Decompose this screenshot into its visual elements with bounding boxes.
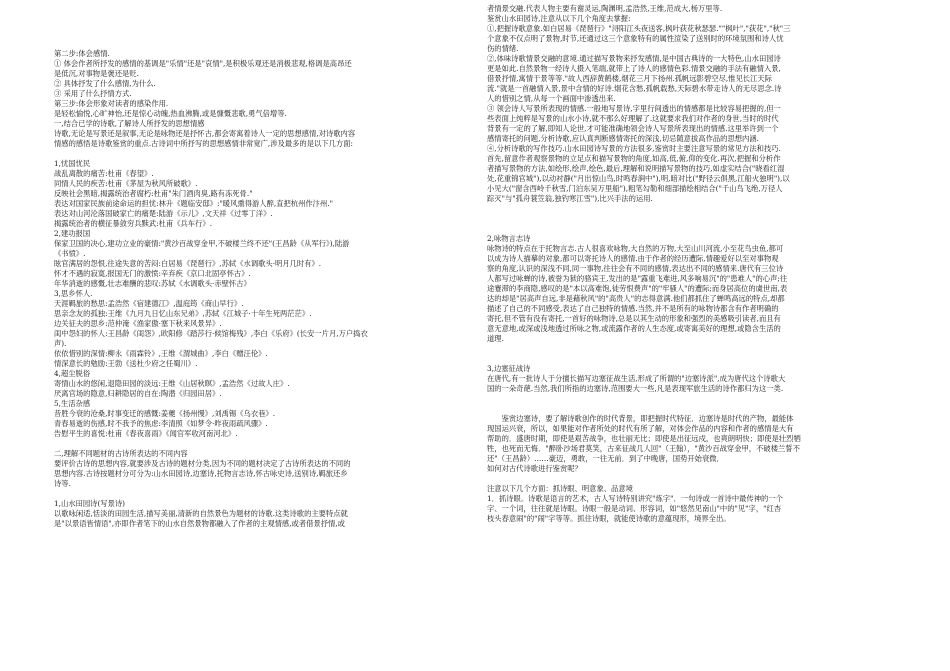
- text-line: 1．抓诗眼。诗歌是语言的艺术，古人写诗特别讲究"炼字"．一句诗或一首诗中最传神的一个: [487, 494, 783, 503]
- text-line: 青春易逝的伤感,时不我予的焦虑:李清照《如梦令·昨夜雨疏风骤》.: [54, 419, 268, 428]
- text-line: 厌离官场的隐意,归耕隐居的自在:陶潜《归园田居》.: [54, 389, 222, 398]
- text-line: 牲，也死而无悔．"醉卧沙场君莫笑，古来征战几人回"（王翰），"黄沙百战穿金甲，不破楼兰誓不: [487, 444, 800, 453]
- text-line: [487, 354, 907, 364]
- text-line: 踪灭"与"孤舟蓑笠翁,独钓寒江雪"),比兴手法的运用.: [487, 194, 653, 203]
- text-line: 第三步:体会形象对读者的感染作用.: [54, 99, 169, 108]
- text-line: 表达对国家民族前途命运的担忧:林升《题临安邸》:"暖风熏得游人醉,直把杭州作汴州.": [54, 199, 333, 208]
- left-text-column: [54, 0, 464, 529]
- text-line: ①,把握诗歌意象.如白居易《琵琶行》"浔阳江头夜送客,枫叶荻花秋瑟瑟.""枫叶","荻花","秋"三: [487, 24, 791, 33]
- text-line: 是低沉,对事物是褒还是贬.: [54, 69, 139, 78]
- text-line: 寄情山水的悠闲,退隐田园的淡远:王维《山居秋暝》,孟浩然《过故人庄》.: [54, 379, 290, 388]
- text-line: 人都写过咏蝉的诗,被誉为狱的骆宾王,发出的是"露重飞难进,风多响易沉"的"患难人"的心声;往: [487, 274, 788, 283]
- text-line: 反映社会黑暗,揭露统治者腐朽:杜甫"朱门酒肉臭,路有冻死骨.": [54, 189, 253, 198]
- text-line: 第二步:体会感情.: [54, 49, 110, 58]
- text-line: 告慰平生的喜悦:杜甫《春夜喜雨》《闻官军收河南河北》.: [54, 429, 238, 438]
- text-line: 1,山水田园诗(写景诗): [54, 499, 126, 508]
- text-line: 枝头春意闹"的"闹"字等等。抓住诗眼，就能使诗歌的意蕴现形，境界全出。: [487, 514, 731, 523]
- text-line: 是轻松愉悦,心旷神怡,还是惊心动魄,热血沸腾,或是慷慨悲歌,勇气倍增等.: [54, 109, 287, 118]
- text-line: 2,咏物言志诗: [487, 234, 531, 243]
- text-line: 意无意地,或深或浅地透过所咏之物,或流露作者的人生态度,或寄寓美好的理想,或隐含生活的: [487, 324, 781, 333]
- text-line: 以歌咏闲适,恬淡的田园生活,描写美丽,清新的自然景色为题材的诗歌.这类诗歌的主要特点就: [54, 509, 348, 518]
- text-line: 鉴赏山水田园诗,注意从以下几个角度去掌握:: [487, 14, 631, 23]
- text-line: ④,分析诗歌的写作技巧.山水田园诗写景的方法很多,鉴赏时主要注意写景的常见方法和技巧.: [487, 144, 781, 153]
- text-line: [54, 149, 464, 159]
- text-line: 在唐代,有一批诗人于分擅长描写边塞征战生活,形成了所谓的"边塞诗派",成为唐代这个诗歌大: [487, 374, 786, 383]
- text-line: [487, 394, 907, 404]
- text-line: ③ 采用了什么抒情方式.: [54, 89, 132, 98]
- text-line: 思亲念友的孤独:王维《九月九日忆山东兄弟》,苏轼《江城子·十年生死两茫茫》.: [54, 309, 312, 318]
- text-line: 注意以下几个方面：抓诗眼、明意象、品意境: [487, 484, 633, 493]
- text-line: 感情寄托的问题,分析诗歌,应认真判断感情寄托的深浅,切忌随意拔高作品的思想内涵.: [487, 134, 759, 143]
- text-line: 鉴赏边塞诗，要了解诗歌创作的时代背景，即把握时代特征．边塞诗是时代的产物，最能体: [487, 414, 794, 423]
- text-line: 是"以景语皆情语",亦即作者笔下的山水自然景物都融入了作者的主观情感,或者借景抒情,或: [54, 519, 345, 528]
- text-line: 描述了自己的不同感受,表达了自己独特的情感.当然,并不是所有的咏物诗都含有作者明确的: [487, 304, 779, 313]
- text-line: 察的角度,认识的深浅不同,同一事物,往往会有不同的感情,表达出不同的感情来.唐代有三位诗: [487, 264, 784, 273]
- text-line: 揭露统治者的横征暴敛穷兵黩武:杜甫《兵车行》.: [54, 219, 213, 228]
- text-line: 声).: [54, 339, 67, 348]
- text-line: [487, 344, 907, 354]
- text-line: [487, 404, 907, 414]
- text-line: 边关征夫的思乡:范仲淹《渔家傲·塞下秋来风景异》.: [54, 319, 222, 328]
- text-line: 流."就是一首融情入景,景中含情的好诗.烟花含愁,孤帆载愁,天际碧水带走诗人的无尽思念.诗: [487, 84, 782, 93]
- text-line: 背景有一定的了解,即知人论世,才可能准确地领会诗人写景所表现出的情感.这里举许到一个: [487, 124, 779, 133]
- text-line: 以成为诗人描摹的对象,都可以寄托诗人的感情.由于作者的经历遭际,情趣爱好以至对事物观: [487, 254, 779, 263]
- text-line: [487, 224, 907, 234]
- text-line: 借景抒情,寓情于景等等."故人西辞黄鹤楼,烟花三月下扬州.孤帆远影碧空尽,惟见长江天际: [487, 74, 772, 83]
- text-line: [487, 214, 907, 224]
- text-line: 4,超尘脱俗: [54, 369, 91, 378]
- text-line: 情深意长的勉励:王勃《送杜少府之任蜀川》.: [54, 359, 198, 368]
- text-line: 处,花重锦官城"),以动衬静("月出惊山鸟,时鸣春涧中"),明,暗对比("野径云俱黑,江船火独明"),以: [487, 174, 790, 183]
- text-line: 《书愤》.: [54, 249, 86, 258]
- text-line: 要评价古诗的思想内容,就要涉及古诗的题材分类,因为不同的题材决定了古诗所表达的不同的: [54, 459, 351, 468]
- text-line: 诗歌,无论是写景还是叙事,无论是咏物还是抒怀古,都会寄寓着诗人一定的思想感情,对诗歌内容: [54, 129, 356, 138]
- text-line: 途蹇滞的李商隐,感叹的是"本以高难饱,徒劳恨费声"的"牢骚人"的遭际;而身居高位的虞世南,表: [487, 284, 788, 293]
- text-line: 保家卫国的决心,建功立业的豪情:"黄沙百战穿金甲,不破楼兰终不还"(王昌龄《从军行》),陆游: [54, 239, 350, 248]
- text-line: [487, 474, 907, 484]
- text-line: 更是如此.自然景物一经诗人摄入笔端,就带上了诗人的感情色彩.情景交融的手法有融情入景,: [487, 64, 781, 73]
- text-line: [54, 489, 464, 499]
- text-line: 字、一个词，往往就是诗眼。诗眼一般是动词、形容词，如"悠然见南山"中的"见"字，"红杏: [487, 504, 782, 513]
- text-line: 现国运兴衰，所以，如果能对作者所处的时代有所了解，对体会作品的内容和作者的感情是大有: [487, 424, 794, 433]
- text-line: ③ 领会诗人写景所表现的情感.一般地写景诗,字里行间透出的情感都是比较容易把握的,但一: [487, 104, 781, 113]
- text-line: 首先,留意作者观察景物的立足点和描写景物的角度,如高,低,俯,仰的变化.再次,把握和分析作: [487, 154, 781, 163]
- text-line: 小见大("窗含西岭千秋雪,门泊东吴万里船"),粗笔勾勒和细部描绘相结合("千山鸟飞绝,万径人: [487, 184, 783, 193]
- text-line: 3,思乡怀人.: [54, 289, 93, 298]
- text-line: 还"（王昌龄）……豪迈，勇敢，一往无前．到了中晚唐，国势开始衰微．: [487, 454, 724, 463]
- text-line: 昔胜今衰的沧桑,时事变迁的感慨:姜夔《扬州慢》,刘禹锡《乌衣巷》.: [54, 409, 276, 418]
- text-line: 2,建功报国: [54, 229, 91, 238]
- text-line: 闺中怨妇的怀人:王昌龄《闺怨》,欧阳修《踏莎行·候馆梅残》,李白《乐府》(长安一片月,万户捣衣: [54, 329, 368, 338]
- text-line: 情感的感悟是诗歌鉴赏的重点.古诗词中所抒写的思想感情非常宽广,涉及最多的是以下几方面:: [54, 139, 353, 148]
- text-line: 达的却是"居高声自远,非是藉秋风"的"高贵人"的志得意满.他们都抓住了蝉鸣高远的特点,却都: [487, 294, 785, 303]
- text-line: 5,生活杂感: [54, 399, 91, 408]
- text-line: 人的惜别之情,从每一个画面中渗透出来.: [487, 94, 616, 103]
- text-line: 同情人民的疾苦:杜甫《茅屋为秋风所破歌》.: [54, 179, 198, 188]
- text-line: 者情景交融.代表人物主要有谢灵运,陶渊明,孟浩然,王维,范成大,杨万里等.: [487, 4, 723, 13]
- text-line: 年华消逝的感慨,壮志难酬的悲叹:苏轼《水调歌头·赤壁怀古》: [54, 279, 251, 288]
- text-line: 诗等.: [54, 479, 71, 488]
- text-line: 1,忧国忧民: [54, 159, 91, 168]
- text-line: 些表面上纯粹是写景的山水小诗,就不那么好理解了.这就要求我们对作者的身世,当时的时代: [487, 114, 779, 123]
- text-line: 天涯羁旅的愁思:孟浩然《宿建德江》,温庭筠《商山早行》.: [54, 299, 244, 308]
- text-line: [54, 439, 464, 449]
- text-line: 如何对古代诗歌进行鉴赏呢？: [487, 464, 582, 473]
- text-line: 者描写景物的方法,如绘形,绘声,绘色,最后,理解和说明描写景物的技巧,如虚实结合("晓看红湿: [487, 164, 785, 173]
- text-line: 伤的情绪.: [487, 44, 519, 53]
- text-line: ① 体会作者所抒发的感情的基调是"乐情"还是"哀情",是积极乐观还是消极悲观,格调是高昂还: [54, 59, 352, 68]
- text-line: ② 具体抒发了什么感情,为什么.: [54, 79, 156, 88]
- text-line: 战乱离散的痛苦:杜甫《春望》.: [54, 169, 154, 178]
- text-line: 寄托,但不管有没有寄托,一首好的咏物诗,总是以其生动的形象和强烈的美感吸引读者,而且有: [487, 314, 781, 323]
- text-line: 帮助的．盛唐时期，即使是艰苦战争，也壮丽无比；即使是出征远戍，也爽朗明快；即使是壮烈牺: [487, 434, 801, 443]
- text-line: ②,体味诗歌情景交融的意境.通过描写景物来抒发感情,是中国古典诗的一大特色,山水田园诗: [487, 54, 781, 63]
- text-line: [487, 204, 907, 214]
- text-line: 二,理解不同题材的古诗所表达的不同内容: [54, 449, 188, 458]
- text-line: 眩官满居的怨恨,往途失意的苦闷:白居易《琵琶行》,苏轼《水调歌头·明月几时有》.: [54, 259, 322, 268]
- right-text-column: [487, 0, 907, 524]
- text-line: 国的一朵奇葩.当然,我们所指的边塞诗,范围要大一些,凡是表现军旅生活的诗作都归为这一类.: [487, 384, 784, 393]
- text-line: 表达对山河沦落国破家亡的痛楚:陆游《示儿》,文天祥《过零丁洋》.: [54, 209, 273, 218]
- text-line: 道理.: [487, 334, 504, 343]
- text-line: 个意象不仅点明了景物,时节,还通过这三个意象特有的属性渲染了送别时的环境氛围和诗人忧: [487, 34, 784, 43]
- text-line: 3,边塞征战诗: [487, 364, 531, 373]
- text-line: 一,结合已学的诗歌,了解诗人所抒发的思想情感: [54, 119, 205, 128]
- text-line: 思想内容.古诗按题材分可分为:山水田园诗,边塞诗,托物言志诗,怀古咏史诗,送别诗,羁旅还乡: [54, 469, 348, 478]
- text-line: 怀才不遇的寂寞,报国无门的激愤:辛弃疾《京口北固亭怀古》.: [54, 269, 251, 278]
- text-line: 依依惜别的深情:柳永《雨霖铃》,王维《渭城曲》,李白《赠汪伦》.: [54, 349, 268, 358]
- text-line: 咏物诗的特点在于托物言志.古人很喜欢咏物,大自然的万物,大至山川河流,小至花鸟虫鱼,都可: [487, 244, 784, 253]
